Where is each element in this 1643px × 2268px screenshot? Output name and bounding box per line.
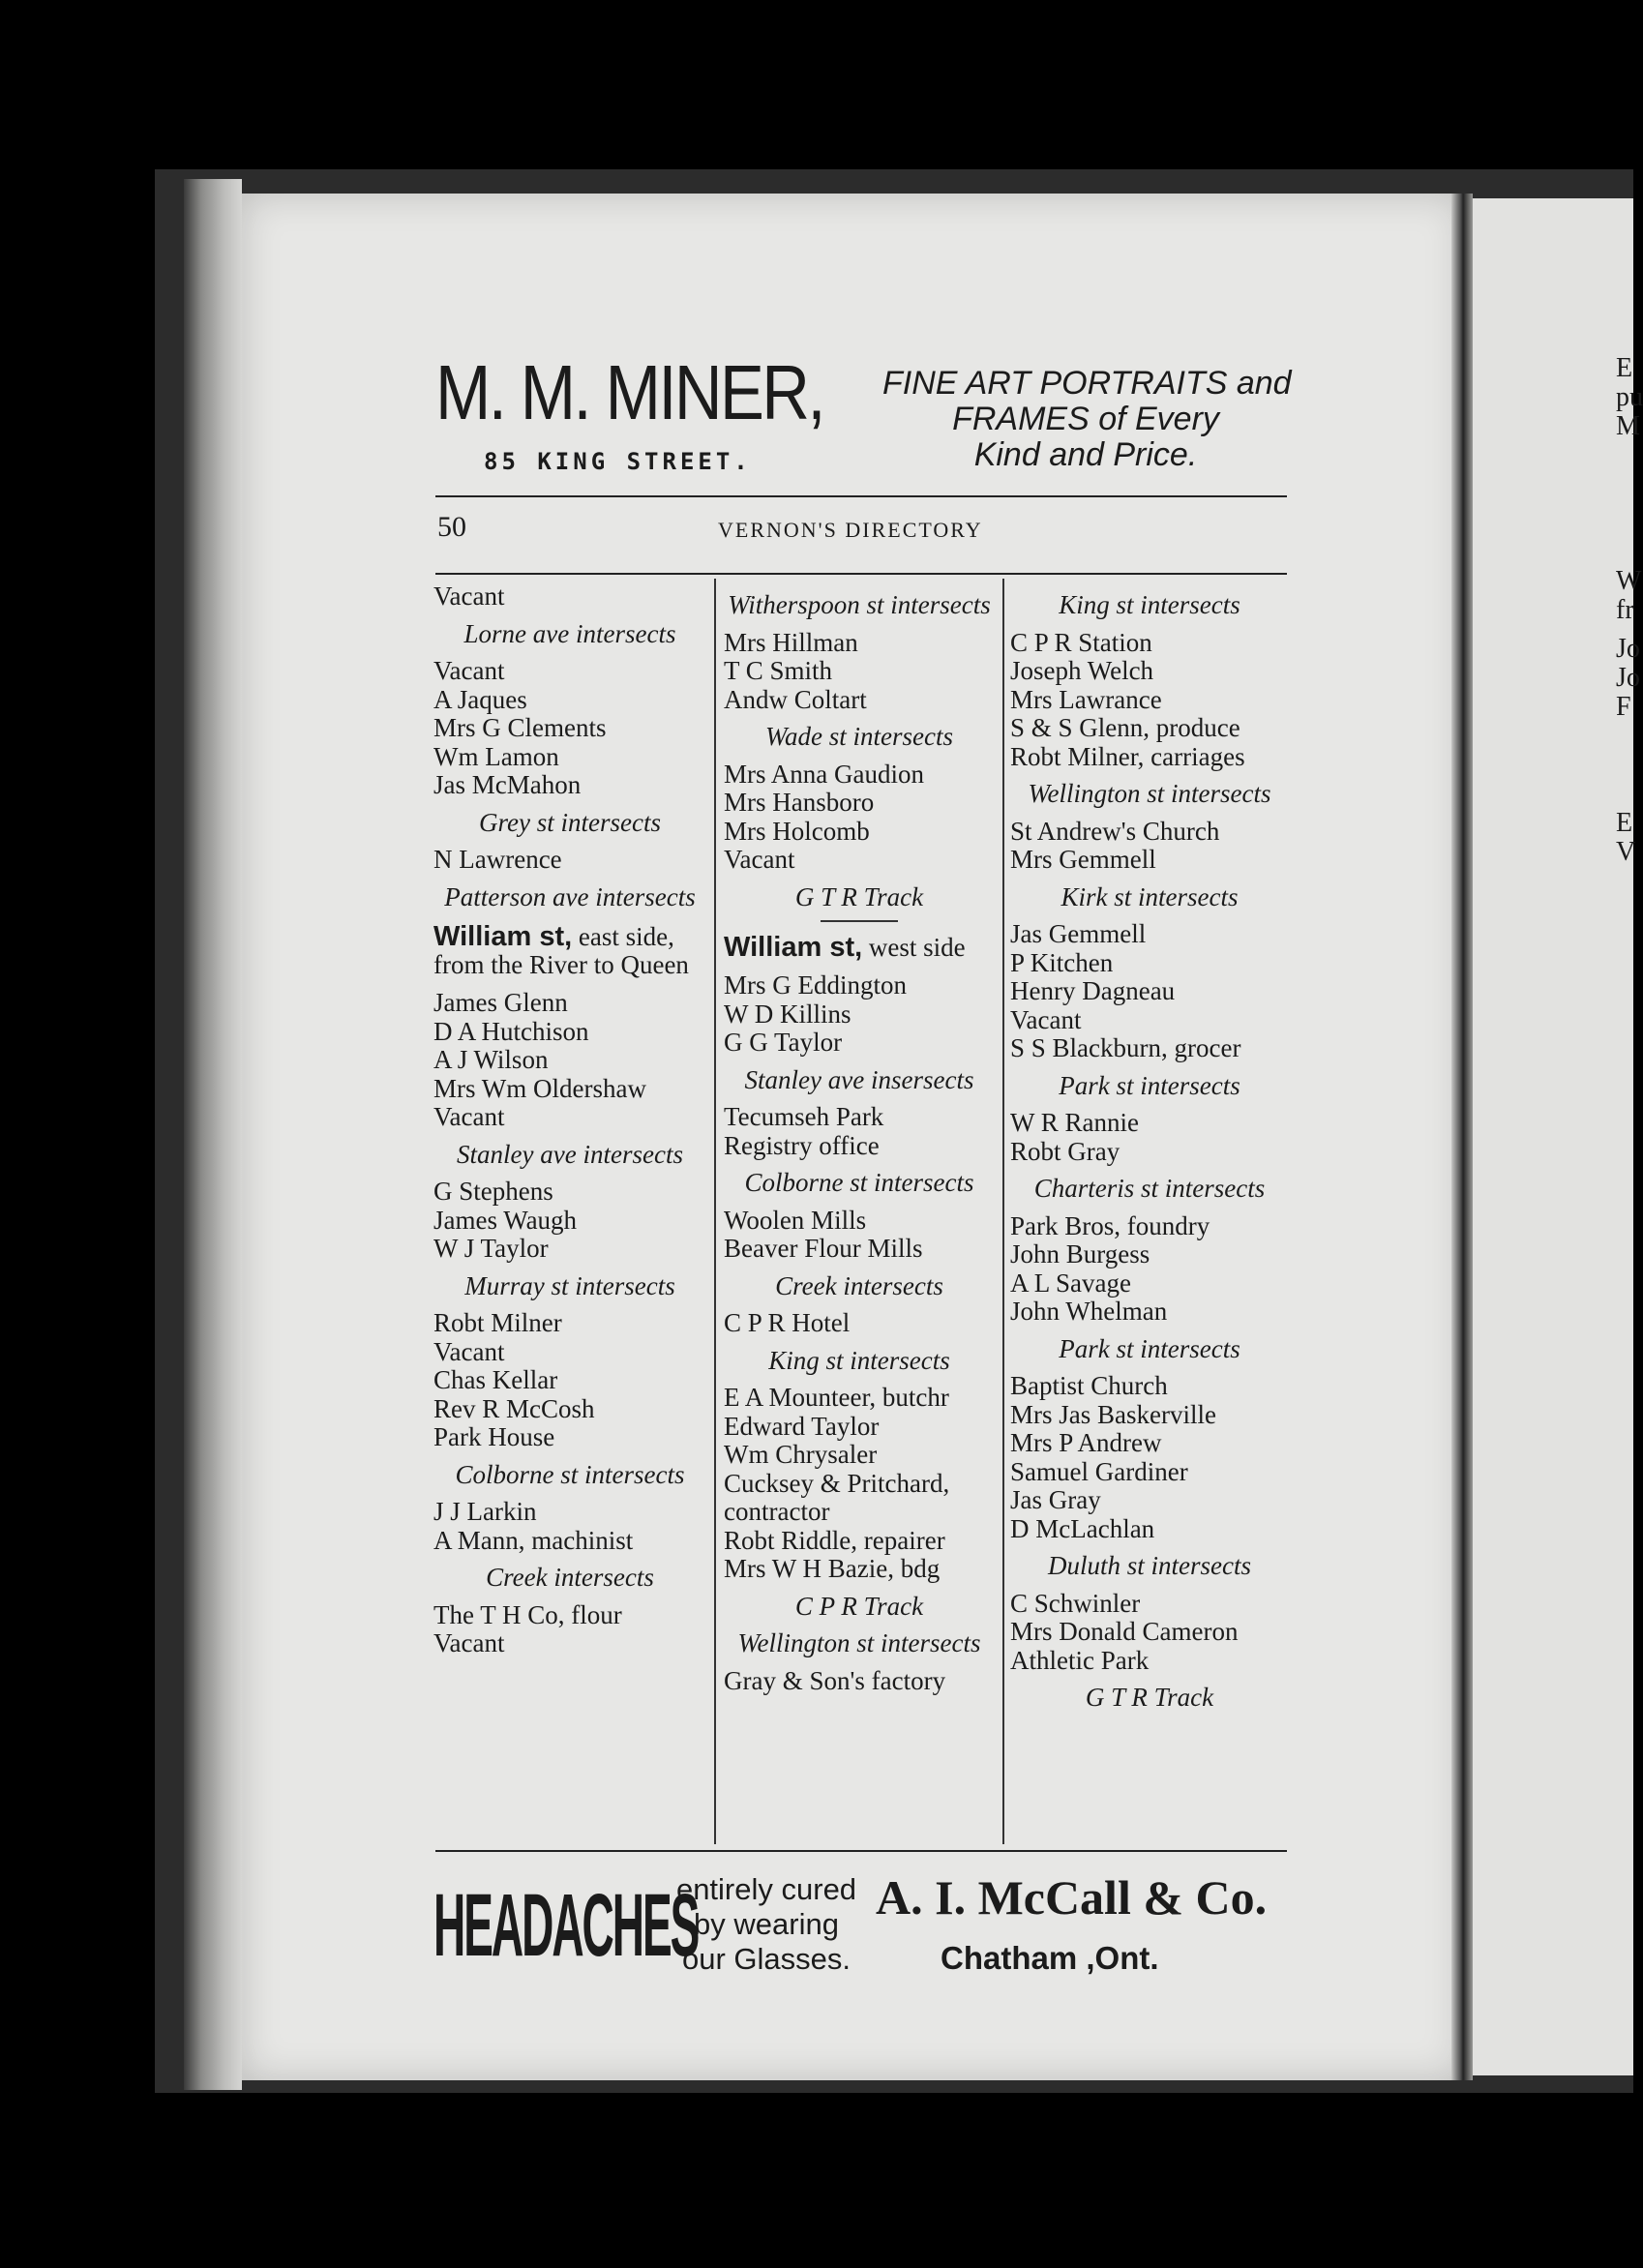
tagline-line: FINE ART PORTRAITS and [882, 365, 1292, 402]
directory-entry: Rev R McCosh [433, 1393, 595, 1423]
directory-entry: contractor [724, 1497, 830, 1526]
directory-entry: Mrs Holcomb [724, 816, 870, 846]
intersection-label: Wade st intersects [765, 722, 953, 751]
directory-entry: James Glenn [433, 988, 568, 1017]
directory-entry: W R Rannie [1010, 1108, 1139, 1137]
optician-company-name: A. I. McCall & Co. [876, 1870, 1268, 1925]
directory-entry: Vacant [433, 1102, 505, 1131]
intersection-label: G T R Track [1085, 1683, 1214, 1712]
column-divider [1002, 579, 1004, 1844]
directory-entry: Jas Gray [1010, 1485, 1101, 1514]
directory-entry: W J Taylor [433, 1234, 549, 1263]
directory-entry: Park House [433, 1422, 555, 1451]
facing-page-fragment [1473, 198, 1643, 2075]
optician-city: Chatham ,Ont. [941, 1940, 1159, 1976]
directory-entry: Beaver Flour Mills [724, 1234, 923, 1263]
directory-entry: G Stephens [433, 1177, 553, 1206]
directory-entry: Athletic Park [1010, 1645, 1150, 1675]
directory-entry: The T H Co, flour [433, 1599, 622, 1629]
intersection-label: Park st intersects [1059, 1333, 1240, 1363]
intersection-label: King st intersects [768, 1345, 950, 1375]
directory-entry: D McLachlan [1010, 1513, 1155, 1543]
directory-entry: Mrs G Clements [433, 713, 607, 742]
intersection-label: G T R Track [794, 881, 924, 911]
directory-entry: Vacant [724, 845, 795, 874]
facing-page-text-fragment: fr [1616, 595, 1634, 625]
directory-column-3 [1010, 582, 1289, 1721]
directory-entry: N Lawrence [433, 845, 562, 874]
directory-entry: Mrs Hansboro [724, 788, 875, 817]
street-description: west side [862, 933, 966, 962]
directory-entry: Park Bros, foundry [1010, 1210, 1210, 1240]
directory-entry: Edward Taylor [724, 1411, 880, 1441]
directory-entry: Mrs G Eddington [724, 970, 907, 1000]
advertiser-tagline [882, 365, 1292, 473]
directory-entry: C P R Hotel [724, 1308, 851, 1337]
directory-entry: D A Hutchison [433, 1016, 589, 1046]
directory-entry: W D Killins [724, 999, 851, 1029]
running-title: VERNON'S DIRECTORY [718, 518, 983, 542]
intersection-label: Patterson ave intersects [444, 881, 696, 911]
directory-entry: Mrs Lawrance [1010, 684, 1162, 714]
directory-entry: Robt Gray [1010, 1136, 1120, 1166]
directory-entry: J J Larkin [433, 1497, 537, 1526]
intersection-label: C P R Track [794, 1591, 924, 1621]
facing-page-text-fragment: F [1616, 692, 1631, 722]
facing-page-text-fragment: E [1616, 353, 1633, 383]
directory-entry: Henry Dagneau [1010, 976, 1176, 1005]
directory-entry: Robt Milner, carriages [1010, 741, 1245, 771]
directory-entry: Wm Lamon [433, 741, 559, 771]
intersection-label: King st intersects [1059, 590, 1240, 619]
directory-entry: S S Blackburn, grocer [1010, 1033, 1241, 1062]
street-heading [724, 934, 995, 962]
directory-entry: Registry office [724, 1130, 880, 1160]
directory-entry: T C Smith [724, 656, 833, 685]
facing-page-text-fragment: M [1616, 411, 1640, 441]
directory-column-2 [724, 582, 995, 1695]
directory-entry: Jas Gemmell [1010, 919, 1147, 948]
intersection-label: Colborne st intersects [744, 1168, 974, 1197]
directory-entry: Mrs W H Bazie, bdg [724, 1554, 941, 1583]
directory-entry: John Whelman [1010, 1297, 1168, 1326]
directory-entry: A Mann, machinist [433, 1525, 634, 1555]
intersection-label: Witherspoon st intersects [728, 590, 991, 619]
street-description: east side, from the River to Queen [433, 922, 689, 979]
directory-entry: St Andrew's Church [1010, 816, 1220, 846]
directory-entry: Gray & Son's factory [724, 1665, 946, 1695]
intersection-label: Murray st intersects [464, 1270, 675, 1300]
directory-entry: C P R Station [1010, 627, 1152, 657]
directory-entry: Mrs Hillman [724, 627, 858, 657]
header-rule [435, 495, 1287, 497]
facing-page-text-fragment: pu [1616, 382, 1643, 412]
book-gutter [1451, 194, 1473, 2080]
tagline-line: FRAMES of Every [952, 401, 1219, 437]
intersection-label: Colborne st intersects [455, 1459, 685, 1489]
directory-entry: Jas McMahon [433, 770, 582, 799]
facing-page-text-fragment: E [1616, 808, 1633, 838]
intersection-label: Creek intersects [486, 1563, 654, 1592]
ad-copy-line: entirely cured [675, 1872, 857, 1906]
column-divider [714, 579, 716, 1844]
intersection-label: Charteris st intersects [1033, 1174, 1266, 1203]
running-head-rule [435, 573, 1287, 575]
directory-entry: John Burgess [1010, 1239, 1150, 1268]
facing-page-text-fragment: V [1616, 837, 1636, 867]
directory-entry: Robt Riddle, repairer [724, 1525, 945, 1555]
directory-entry: Vacant [1010, 1004, 1082, 1034]
directory-entry: Joseph Welch [1010, 656, 1154, 685]
tagline-line: Kind and Price. [973, 436, 1198, 473]
directory-entry: C Schwinler [1010, 1588, 1141, 1618]
directory-entry: G G Taylor [724, 1028, 843, 1057]
directory-entry: Mrs P Andrew [1010, 1428, 1162, 1457]
directory-entry: A J Wilson [433, 1045, 549, 1074]
directory-entry: Mrs Jas Baskerville [1010, 1399, 1216, 1429]
directory-entry: Samuel Gardiner [1010, 1456, 1188, 1486]
intersection-label: Duluth st intersects [1048, 1551, 1251, 1580]
directory-entry: Mrs Donald Cameron [1010, 1617, 1239, 1646]
directory-entry: Tecumseh Park [724, 1102, 884, 1131]
street-name: William st, [433, 921, 573, 952]
intersection-label: Stanley ave intersects [457, 1139, 683, 1169]
ad-copy-line: by wearing [694, 1907, 839, 1941]
directory-entry: Vacant [433, 1336, 505, 1366]
footer-rule [435, 1850, 1287, 1852]
miner-advertisement [435, 348, 1292, 484]
directory-entry: Woolen Mills [724, 1205, 867, 1235]
directory-entry: Vacant [433, 656, 505, 685]
directory-entry: James Waugh [433, 1205, 578, 1235]
glasses-ad-copy [660, 1872, 873, 1977]
page-number: 50 [437, 511, 466, 543]
intersection-label: Park st intersects [1059, 1070, 1240, 1100]
directory-entry: E A Mounteer, butchr [724, 1383, 949, 1412]
directory-column-1 [433, 582, 706, 1658]
intersection-label: Grey st intersects [479, 807, 661, 837]
directory-entry: Vacant [433, 1628, 505, 1657]
intersection-label: Creek intersects [775, 1270, 943, 1300]
intersection-label: Wellington st intersects [1028, 779, 1271, 808]
headaches-headline: HEADACHES [433, 1876, 699, 1975]
facing-page-text-fragment: W [1616, 566, 1642, 596]
directory-entry: Chas Kellar [433, 1365, 558, 1394]
directory-entry: Wm Chrysaler [724, 1440, 878, 1469]
intersection-label: Kirk st intersects [1060, 881, 1239, 911]
directory-entry: A L Savage [1010, 1268, 1131, 1298]
section-separator [821, 920, 898, 922]
directory-entry: Vacant [433, 582, 505, 611]
directory-entry: Mrs Anna Gaudion [724, 759, 924, 789]
facing-page-text-fragment: Jo [1616, 663, 1640, 693]
directory-entry: Andw Coltart [724, 684, 867, 714]
directory-entry: Robt Milner [433, 1308, 562, 1337]
advertiser-address: 85 KING STREET. [484, 448, 752, 475]
directory-entry: Cucksey & Pritchard, [724, 1468, 950, 1498]
directory-entry: Mrs Wm Oldershaw [433, 1073, 646, 1103]
advertiser-name: M. M. MINER, [435, 349, 823, 435]
directory-entry: S & S Glenn, produce [1010, 713, 1240, 742]
directory-entry: Baptist Church [1010, 1371, 1168, 1400]
facing-page-text-fragment: Jo [1616, 634, 1640, 664]
directory-entry: A Jaques [433, 684, 527, 714]
intersection-label: Lorne ave intersects [463, 618, 676, 648]
intersection-label: Stanley ave insersects [744, 1064, 974, 1094]
ad-copy-line: our Glasses. [681, 1942, 851, 1976]
street-heading [433, 923, 706, 979]
intersection-label: Wellington st intersects [737, 1628, 981, 1657]
directory-entry: P Kitchen [1010, 947, 1114, 977]
street-name: William st, [724, 932, 863, 963]
book-page-edges [184, 179, 242, 2090]
directory-entry: Mrs Gemmell [1010, 845, 1156, 874]
